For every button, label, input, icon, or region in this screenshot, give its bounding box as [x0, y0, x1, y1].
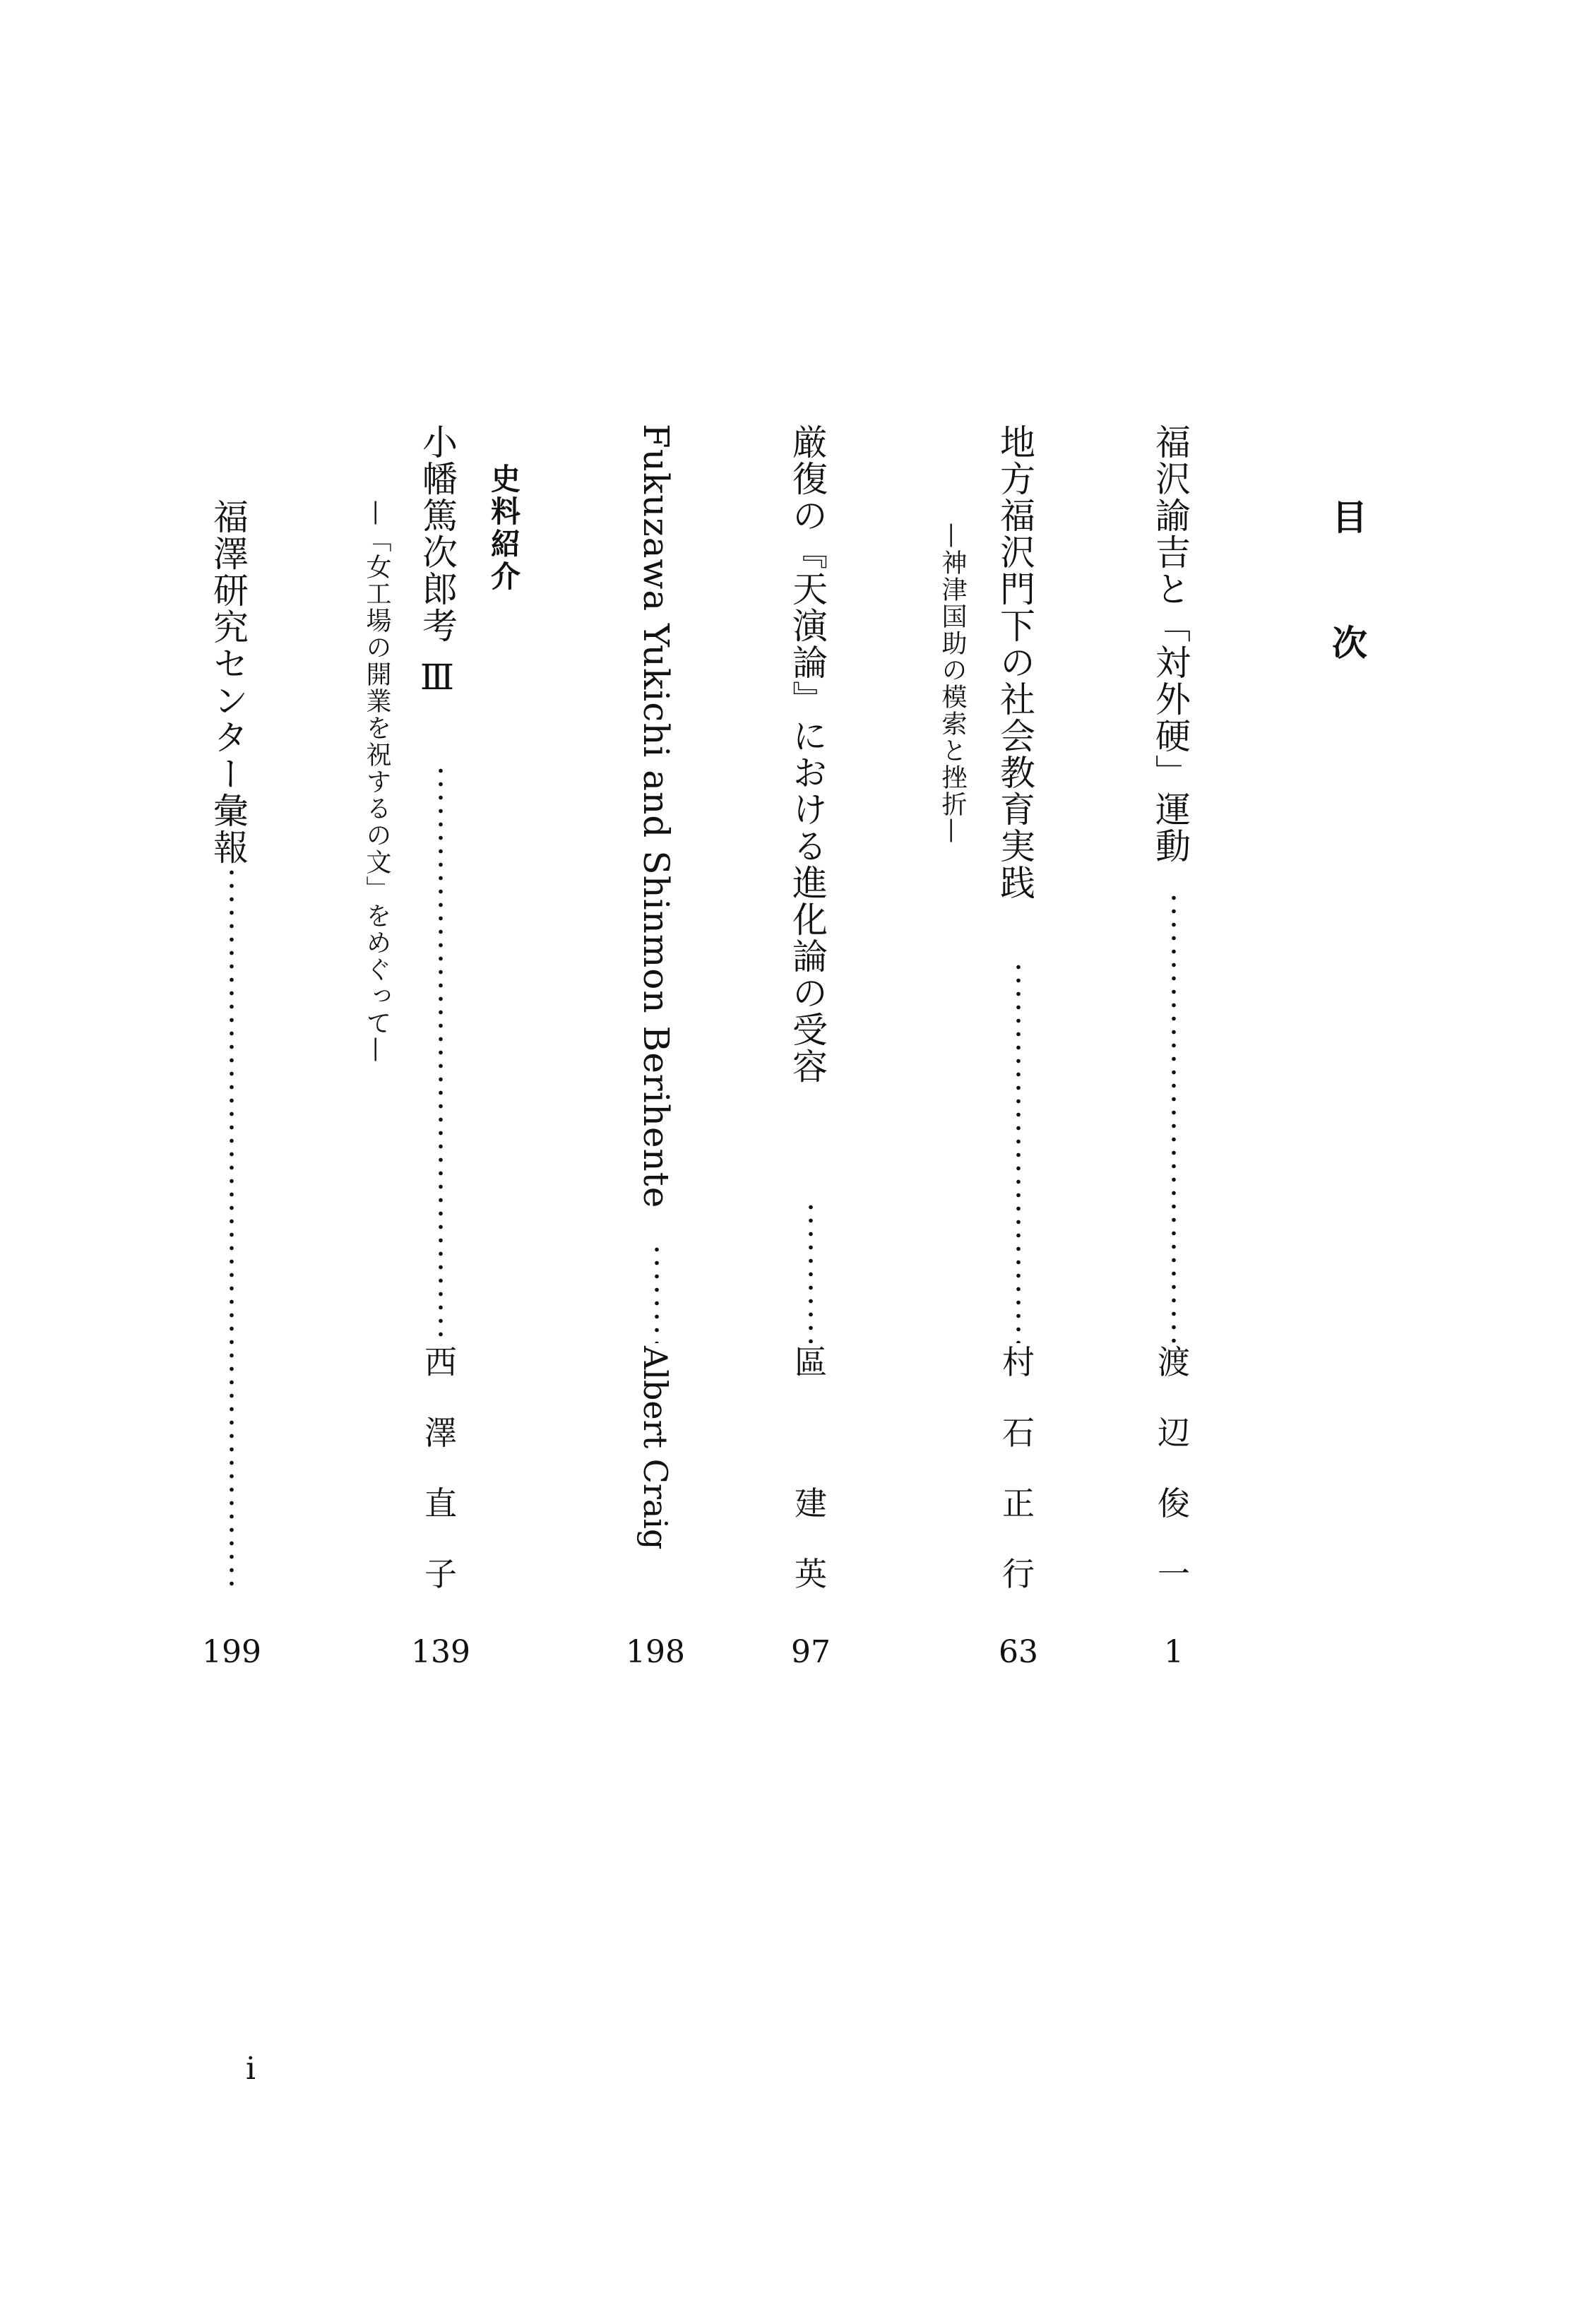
entry-subtitle: —神津国助の模索と挫折—: [938, 523, 967, 845]
entry-title: 地方福沢門下の社会教育実践: [994, 424, 1035, 901]
entry-page-number: 198: [626, 1634, 685, 1670]
leader-dots: [655, 1243, 659, 1343]
toc-heading-char-2: 次: [1332, 623, 1367, 664]
entry-author: Albert Craig: [636, 1346, 674, 1550]
entry-title: 小幡篤次郎考 Ⅲ: [417, 424, 458, 699]
entry-page-number: 139: [411, 1634, 470, 1670]
toc-heading: [1325, 497, 1374, 665]
entry-page-number: 199: [202, 1634, 261, 1670]
entry-title: 福沢諭吉と「対外硬」運動: [1150, 424, 1191, 864]
entry-subtitle: —「女工場の開業を祝するの文」をめぐって—: [362, 500, 391, 1063]
entry-author: 渡 辺 俊 一: [1158, 1343, 1190, 1593]
entry-title: 福澤研究センター彙報: [208, 499, 249, 866]
leader-dots: [1016, 960, 1021, 1343]
entry-title: 厳復の『天演論』における進化論の受容: [787, 424, 828, 1085]
entry-page-number: 1: [1164, 1634, 1184, 1670]
leader-dots: [439, 764, 443, 1343]
page-folio: i: [246, 2051, 256, 2087]
leader-dots: [1172, 891, 1176, 1343]
entry-author: 西 澤 直 子: [424, 1343, 457, 1593]
leader-dots: [809, 1200, 813, 1343]
entry-author: 村 石 正 行: [1002, 1343, 1035, 1593]
toc-heading-char-1: 目: [1332, 497, 1367, 538]
entry-author: 區 建 英: [795, 1343, 827, 1593]
entry-page-number: 97: [791, 1634, 831, 1670]
entry-page-number: 63: [999, 1634, 1038, 1670]
entry-title: Fukuzawa Yukichi and Shinmon Berihente: [636, 424, 677, 1209]
leader-dots: [230, 866, 234, 1592]
section-label: 史料紹介: [487, 463, 521, 593]
